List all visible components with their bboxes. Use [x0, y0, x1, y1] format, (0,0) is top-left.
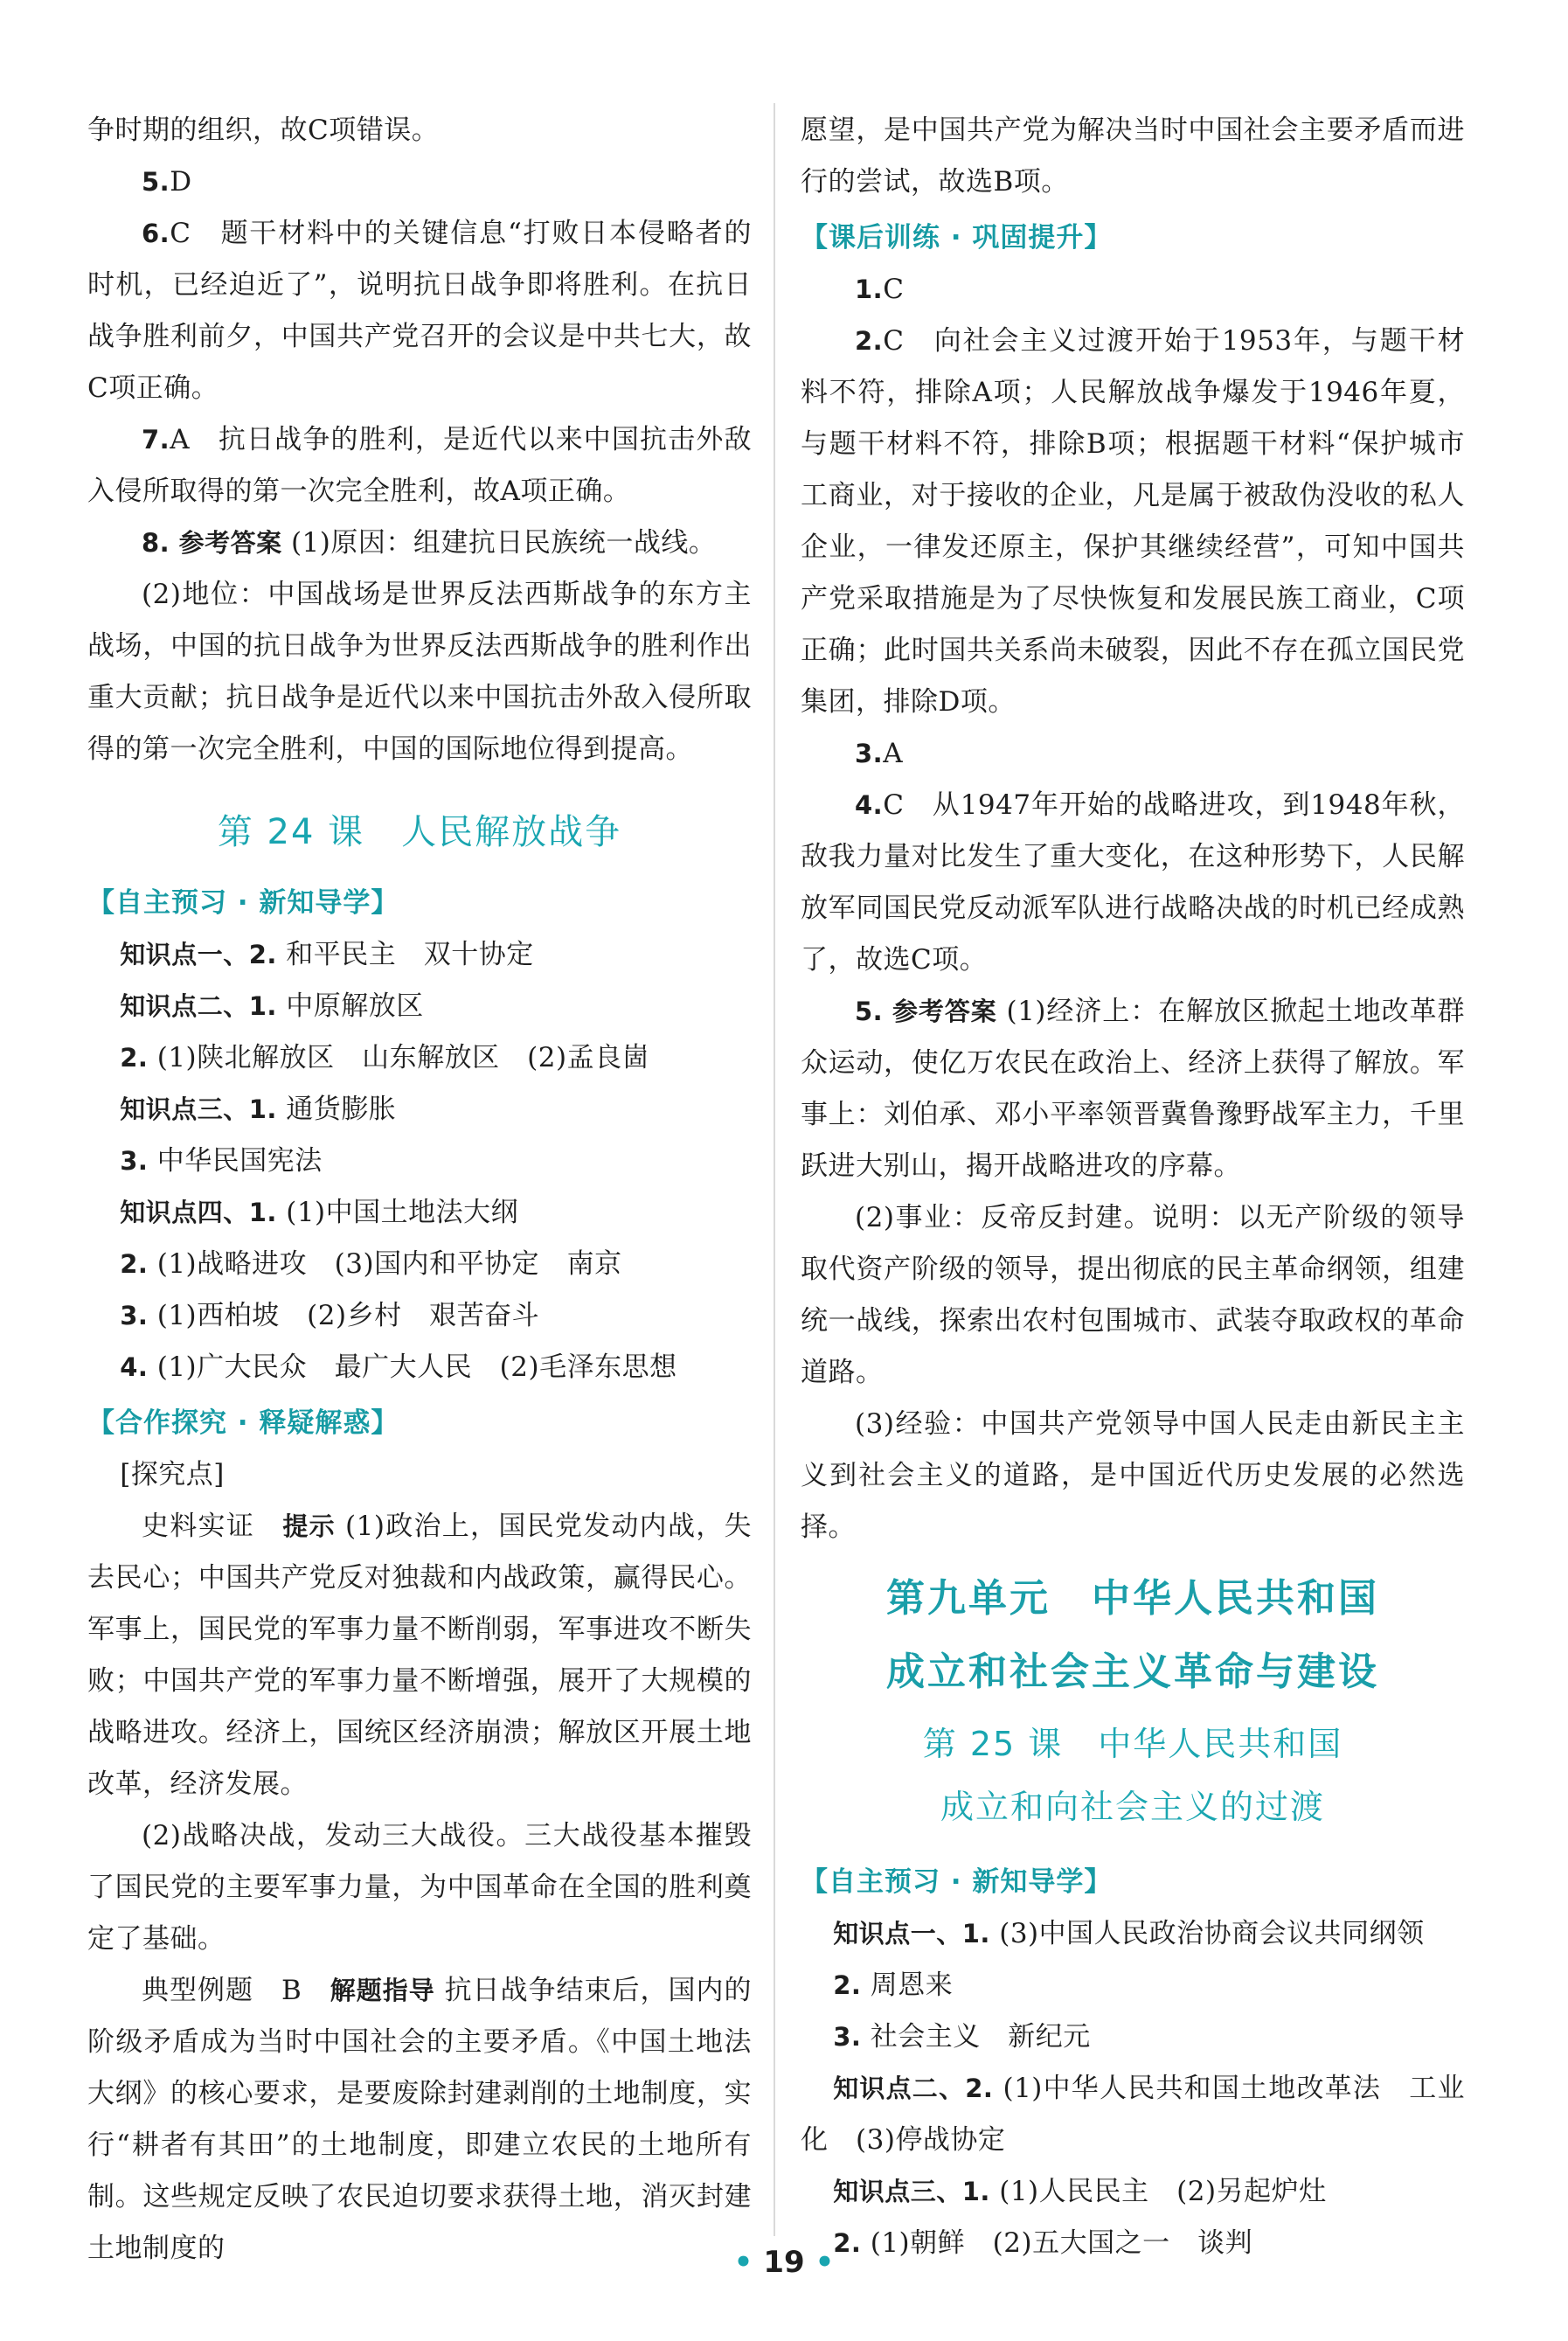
knowledge-point: 3. (1)西柏坡 (2)乡村 艰苦奋斗: [120, 1300, 540, 1331]
answer-5-part2: (2)事业：反帝反封建。说明：以无产阶级的领导取代资产阶级的领导，提出彻底的民主革命纲领，组建统一战线，探索出农村包围城市、武装夺取政权的革命道路。: [801, 1202, 1465, 1388]
lesson-25-title-line-1: 第 25 课 中华人民共和国: [922, 1725, 1343, 1763]
knowledge-point: 2. (1)朝鲜 (2)五大国之一 谈判: [833, 2227, 1253, 2259]
lesson-25-title: [801, 1712, 1465, 1838]
knowledge-point: 3. 社会主义 新纪元: [833, 2021, 1091, 2053]
knowledge-point: 4. (1)广大民众 最广大人民 (2)毛泽东思想: [120, 1351, 677, 1383]
answer-8-part2: (2)地位：中国战场是世界反法西斯战争的东方主战场，中国的抗日战争为世界反法西斯战争的胜利作出重大贡献；抗日战争是近代以来中国抗击外敌入侵所取得的第一次完全胜利，中国的国际地位得到提高。: [87, 579, 752, 765]
unit-title: [801, 1566, 1465, 1705]
knowledge-point: 知识点一、2. 和平民主 双十协定: [120, 939, 534, 970]
answer-1: 1.C: [855, 274, 905, 305]
answer-8: 8. 参考答案 (1)原因：组建抗日民族统一战线。: [142, 527, 717, 559]
knowledge-point: 知识点一、1. (3)中国人民政治协商会议共同纲领: [833, 1918, 1425, 1949]
section-tag-explore: 【合作探究 · 释疑解惑】: [87, 1407, 399, 1439]
answer-4: 4.C 从1947年开始的战略进攻，到1948年秋，敌我力量对比发生了重大变化，在这种形势下，人民解放军同国民党反动派军队进行战略决战的时机已经成熟了，故选C项。: [801, 789, 1465, 976]
answer-5-part3: (3)经验：中国共产党领导中国人民走由新民主主义到社会主义的道路，是中国近代历史发展的必然选择。: [801, 1408, 1465, 1543]
section-tag-preview: 【自主预习 · 新知导学】: [87, 887, 399, 919]
evidence-paragraph-2: (2)战略决战，发动三大战役。三大战役基本摧毁了国民党的主要军事力量，为中国革命在全国的胜利奠定了基础。: [87, 1820, 752, 1955]
column-divider: [774, 103, 775, 2236]
lesson-25-title-line-2: 成立和向社会主义的过渡: [940, 1788, 1325, 1826]
unit-title-line-2: 成立和社会主义革命与建设: [886, 1650, 1379, 1694]
knowledge-point: 2. (1)陕北解放区 山东解放区 (2)孟良崮: [120, 1042, 650, 1073]
knowledge-point: 知识点四、1. (1)中国土地法大纲: [120, 1197, 519, 1228]
knowledge-point: 知识点二、2. (1)中华人民共和国土地改革法 工业化 (3)停战协定: [801, 2073, 1465, 2156]
knowledge-point: 2. (1)战略进攻 (3)国内和平协定 南京: [120, 1248, 622, 1280]
paragraph: 愿望，是中国共产党为解决当时中国社会主要矛盾而进行的尝试，故选B项。: [801, 115, 1465, 198]
lesson-24-title: 第 24 课 人民解放战争: [217, 812, 622, 852]
paragraph: 争时期的组织，故C项错误。: [87, 115, 440, 146]
knowledge-point: 3. 中华民国宪法: [120, 1145, 323, 1177]
answer-3: 3.A: [855, 738, 904, 769]
knowledge-point: 知识点三、1. 通货膨胀: [120, 1094, 397, 1125]
unit-title-line-1: 第九单元 中华人民共和国: [886, 1576, 1379, 1621]
section-tag-preview: 【自主预习 · 新知导学】: [801, 1866, 1113, 1898]
answer-6: 6.C 题干材料中的关键信息“打败日本侵略者的时机，已经迫近了”，说明抗日战争即将胜利。在抗日战争胜利前夕，中国共产党召开的会议是中共七大，故C项正确。: [87, 218, 752, 404]
answer-2: 2.C 向社会主义过渡开始于1953年，与题干材料不符，排除A项；人民解放战争爆发于1946年夏，与题干材料不符，排除B项；根据题干材料“保护城市工商业，对于接收的企业，凡是属于被敌伪没收的私人企业，一律发还原主，保护其继续经营”，可知中国共产党采取措施是为了尽快恢复和发展民族工商业，C项正确；此时国共关系尚未破裂，因此不存在孤立国民党集团，排除D项。: [801, 325, 1465, 718]
page-number: • 19 •: [0, 2245, 1568, 2280]
evidence-paragraph: 史料实证 提示 (1)政治上，国民党发动内战，失去民心；中国共产党反对独裁和内战政策，赢得民心。军事上，国民党的军事力量不断削弱，军事进攻不断失败；中国共产党的军事力量不断增强，展开了大规模的战略进攻。经济上，国统区经济崩溃；解放区开展土地改革，经济发展。: [87, 1511, 752, 1800]
answer-5: 5.D: [142, 166, 192, 198]
right-column: [801, 105, 1465, 2269]
answer-5: 5. 参考答案 (1)经济上：在解放区掀起土地改革群众运动，使亿万农民在政治上、经济上获得了解放。军事上：刘伯承、邓小平率领晋冀鲁豫野战军主力，千里跃进大别山，揭开战略进攻的序幕。: [801, 996, 1465, 1182]
bullet-icon: •: [733, 2245, 753, 2280]
bullet-icon: •: [815, 2245, 835, 2280]
explore-point-label: [探究点]: [120, 1459, 225, 1490]
section-tag-practice: 【课后训练 · 巩固提升】: [801, 222, 1113, 254]
knowledge-point: 2. 周恩来: [833, 1969, 954, 2001]
knowledge-point: 知识点二、1. 中原解放区: [120, 990, 424, 1022]
knowledge-point: 知识点三、1. (1)人民民主 (2)另起炉灶: [833, 2176, 1327, 2207]
answer-7: 7.A 抗日战争的胜利，是近代以来中国抗击外敌入侵所取得的第一次完全胜利，故A项正确。: [87, 424, 752, 507]
example-paragraph: 典型例题 B 解题指导 抗日战争结束后，国内的阶级矛盾成为当时中国社会的主要矛盾。《中国土地法大纲》的核心要求，是要废除封建剥削的土地制度，实行“耕者有其田”的土地制度，即建立农民的土地所有制。这些规定反映了农民迫切要求获得土地，消灭封建土地制度的: [87, 1975, 752, 2264]
left-column: [87, 105, 752, 2275]
